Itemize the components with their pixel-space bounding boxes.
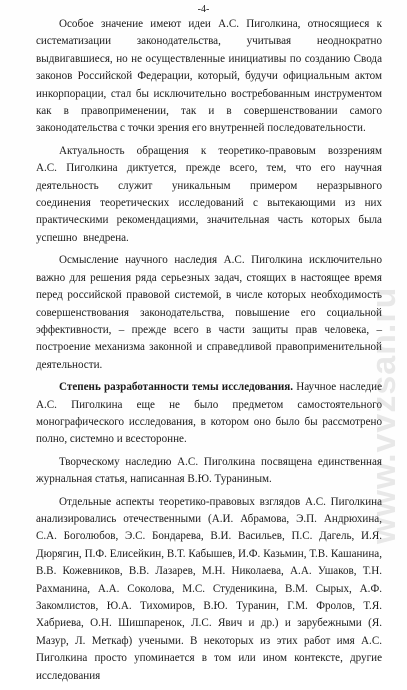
paragraph-text: Особое значение имеют идеи А.С. Пиголкина, относящиеся к систематизации законодательства, учитывая неоднократно выдвигавшиеся, но не осуществленные инициативы по созданию Свода законов Российской Федерации, который, будучи официальным актом инкорпорации, стал бы исключительно востребованным инструментом как в правоприменении, так и в совершенствовании самого законодательства с точки зрения его внутренней последовательности.: [36, 18, 382, 135]
paragraph-scholars-list: [36, 494, 382, 685]
paragraph-relevance: [36, 143, 382, 247]
paragraph-legacy-importance: [36, 252, 382, 374]
document-body: [36, 16, 382, 690]
paragraph-lead-heading: Степень разработанности темы исследования.: [59, 381, 294, 394]
paragraph-text: Творческому наследию А.С. Пиголкина посвящена единственная журнальная статья, написанная В.Ю. Тураниным.: [36, 455, 382, 486]
site-watermark: www.vvzsan.ru: [365, 286, 403, 544]
paragraph-research-degree: [36, 379, 382, 449]
paragraph-systematization: [36, 16, 382, 138]
paragraph-text: Научное наследие А.С. Пиголкина еще не было предметом самостоятельного монографического исследования, в котором оно было бы рассмотрено полно, системно и всесторонне.: [36, 381, 382, 446]
paragraph-journal-article: [36, 454, 382, 489]
paragraph-text: Актуальность обращения к теоретико-правовым воззрениям А.С. Пиголкина диктуется, прежде всего, тем, что его научная деятельность служит уникальным примером неразрывного соединения теоретических исследований с вытекающими из них практическими рекомендациями, значительная часть которых была успешно внедрена.: [36, 144, 382, 244]
paragraph-text: Осмысление научного наследия А.С. Пиголкина исключительно важно для решения ряда серьезных задач, стоящих в настоящее время перед российской правовой системой, в числе которых необходимость совершенствования законодательства, повышение его социальной эффективности, – прежде всего в части защиты прав человека, – построение механизма законной и справедливой правоприменительной деятельности.: [36, 254, 382, 371]
page-number: -4-: [197, 4, 210, 15]
paragraph-text: Отдельные аспекты теоретико-правовых взглядов А.С. Пиголкина анализировались отечественными (А.И. Абрамова, Э.П. Андрюхина, С.А. Боголюбов, Э.С. Бондарева, В.И. Васильев, П.С. Дагель, И.Я. Дюрягин, П.Ф. Елисейкин, В.Т. Кабышев, И.Ф. Казьмин, Т.В. Кашанина, В.В. Кожевников, В.В. Лазарев, М.Н. Николаева, А.А. Ушаков, Т.Н. Рахманина, А.А. Соколова, М.С. Студеникина, В.М. Сырых, А.Ф. Закомлистов, Ю.А. Тихомиров, В.Ю. Туранин, Г.М. Фролов, Т.Я. Хабриева, О.Н. Шишпаренок, Л.С. Явич и др.) и зарубежными (Я. Мазур, Л. Меткаф) учеными. В некоторых из этих работ имя А.С. Пиголкина просто упоминается в том или ином контексте, другие исследования: [36, 495, 382, 682]
